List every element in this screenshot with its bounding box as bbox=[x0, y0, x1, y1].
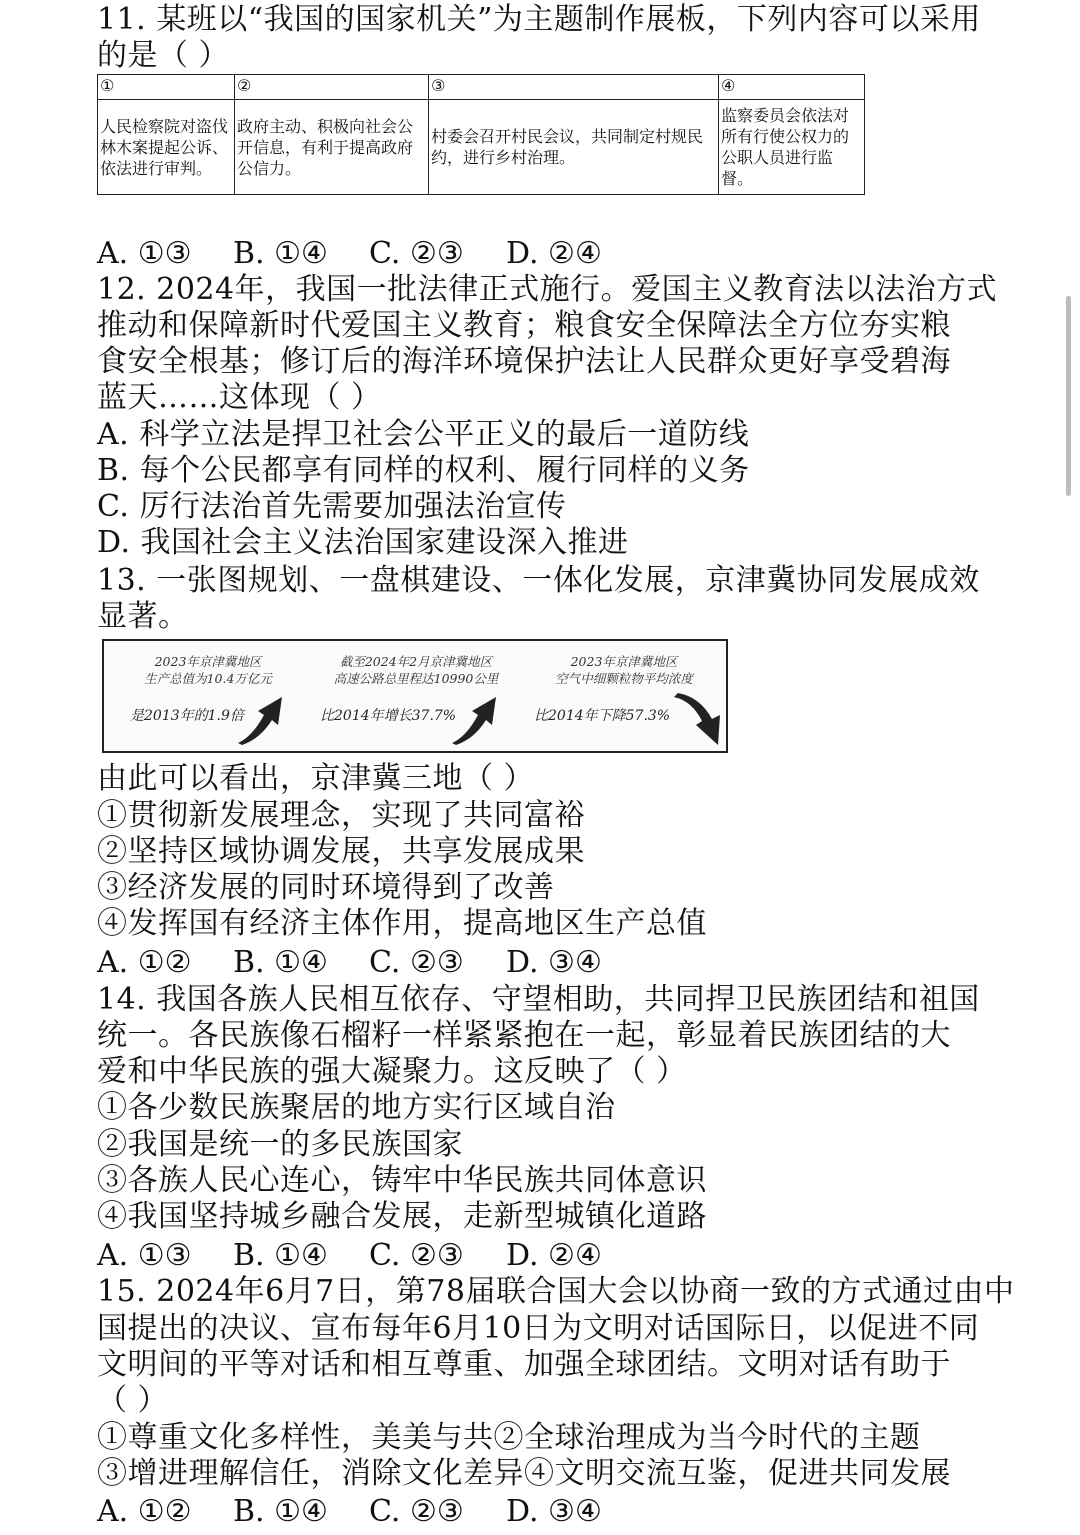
panel-gdp-title-line1: 2023年京津冀地区 bbox=[154, 654, 262, 669]
up-arrow-icon bbox=[234, 693, 290, 747]
q14-statement-4: ④我国坚持城乡融合发展，走新型城镇化道路 bbox=[97, 1199, 707, 1234]
q14-stem-line3: 爱和中华民族的强大凝聚力。这反映了（ ） bbox=[97, 1054, 687, 1089]
q12-option-d[interactable]: D. 我国社会主义法治国家建设深入推进 bbox=[97, 525, 629, 560]
q13-option-a[interactable]: A. ①② bbox=[97, 945, 192, 980]
q13-lead: 由此可以看出，京津冀三地（ ） bbox=[97, 761, 535, 796]
q13-option-b[interactable]: B. ①④ bbox=[233, 945, 328, 980]
q12-option-a[interactable]: A. 科学立法是捍卫社会公平正义的最后一道防线 bbox=[97, 417, 750, 452]
q14-stem-line2: 统一。各民族像石榴籽一样紧紧抱在一起，彰显着民族团结的大 bbox=[97, 1018, 951, 1053]
q11-option-c[interactable]: C. ②③ bbox=[369, 236, 464, 271]
q11-table-cell-2: 政府主动、积极向社会公开信息，有利于提高政府公信力。 bbox=[235, 100, 429, 195]
q15-option-a[interactable]: A. ①② bbox=[97, 1494, 192, 1529]
q13-statement-2: ②坚持区域协调发展，共享发展成果 bbox=[97, 834, 585, 869]
q14-option-d[interactable]: D. ②④ bbox=[506, 1238, 602, 1273]
q11-option-b[interactable]: B. ①④ bbox=[233, 236, 328, 271]
q12-stem-line3: 食安全根基；修订后的海洋环境保护法让人民群众更好享受碧海 bbox=[97, 344, 951, 379]
q15-option-d[interactable]: D. ③④ bbox=[506, 1494, 602, 1529]
q13-stem-line1: 13. 一张图规划、一盘棋建设、一体化发展，京津冀协同发展成效 bbox=[97, 563, 980, 598]
q12-stem-line1: 12. 2024年，我国一批法律正式施行。爱国主义教育法以法治方式 bbox=[97, 272, 998, 307]
q14-statement-1: ①各少数民族聚居的地方实行区域自治 bbox=[97, 1090, 616, 1125]
q11-table-header-1: ① bbox=[98, 75, 235, 100]
q15-stem-line3: 文明间的平等对话和相互尊重、加强全球团结。文明对话有助于 bbox=[97, 1347, 951, 1382]
q11-stem-line1: 11. 某班以“我国的国家机关”为主题制作展板，下列内容可以采用 bbox=[97, 2, 981, 37]
infographic-panel-air bbox=[520, 641, 728, 751]
infographic-panel-highway bbox=[312, 641, 520, 751]
q11-table-header-4: ④ bbox=[719, 75, 865, 100]
q11-table-cell-4: 监察委员会依法对所有行使公权力的公职人员进行监督。 bbox=[719, 100, 865, 195]
q13-infographic bbox=[102, 639, 728, 753]
q13-option-c[interactable]: C. ②③ bbox=[369, 945, 464, 980]
panel-air-title-line1: 2023年京津冀地区 bbox=[570, 654, 678, 669]
panel-air-title-line2: 空气中细颗粒物平均浓度 bbox=[555, 671, 693, 686]
q15-options bbox=[97, 1494, 602, 1530]
q14-option-b[interactable]: B. ①④ bbox=[233, 1238, 328, 1273]
q11-stem-line2: 的是（ ） bbox=[97, 38, 230, 73]
up-arrow-icon bbox=[448, 693, 504, 747]
infographic-panel-gdp bbox=[104, 641, 312, 751]
q11-table-cell-3: 村委会召开村民会议，共同制定村规民约，进行乡村治理。 bbox=[429, 100, 719, 195]
panel-air-stat: 比2014年下降57.3% bbox=[534, 708, 671, 724]
q13-statement-1: ①贯彻新发展理念，实现了共同富裕 bbox=[97, 798, 585, 833]
q11-option-d[interactable]: D. ②④ bbox=[506, 236, 602, 271]
q13-options bbox=[97, 945, 602, 981]
q15-stem-line2: 国提出的决议、宣布每年6月10日为文明对话国际日，以促进不同 bbox=[97, 1311, 980, 1346]
q15-statement-1: ①尊重文化多样性，美美与共②全球治理成为当今时代的主题 bbox=[97, 1420, 921, 1455]
q13-statement-3: ③经济发展的同时环境得到了改善 bbox=[97, 870, 555, 905]
q14-option-c[interactable]: C. ②③ bbox=[369, 1238, 464, 1273]
q15-statement-2: ③增进理解信任，消除文化差异④文明交流互鉴，促进共同发展 bbox=[97, 1456, 951, 1491]
q11-table-header-3: ③ bbox=[429, 75, 719, 100]
q11-table-cell-1: 人民检察院对盗伐林木案提起公诉、依法进行审判。 bbox=[98, 100, 235, 195]
q15-stem-line1: 15. 2024年6月7日，第78届联合国大会以协商一致的方式通过由中 bbox=[97, 1274, 1015, 1309]
q12-option-b[interactable]: B. 每个公民都享有同样的权利、履行同样的义务 bbox=[97, 453, 750, 488]
vertical-scrollbar[interactable] bbox=[1066, 296, 1071, 496]
q15-stem-line4: （ ） bbox=[97, 1383, 169, 1418]
panel-highway-title-line1: 截至2024年2月京津冀地区 bbox=[339, 654, 493, 669]
q14-statement-2: ②我国是统一的多民族国家 bbox=[97, 1127, 463, 1162]
q11-option-a[interactable]: A. ①③ bbox=[97, 236, 192, 271]
q14-stem-line1: 14. 我国各族人民相互依存、守望相助，共同捍卫民族团结和祖国 bbox=[97, 982, 980, 1017]
panel-gdp-title-line2: 生产总值为10.4万亿元 bbox=[144, 671, 272, 686]
q13-statement-4: ④发挥国有经济主体作用，提高地区生产总值 bbox=[97, 906, 707, 941]
q14-statement-3: ③各族人民心连心，铸牢中华民族共同体意识 bbox=[97, 1163, 707, 1198]
panel-highway-title-line2: 高速公路总里程达10990公里 bbox=[333, 671, 499, 686]
q11-table-header-2: ② bbox=[235, 75, 429, 100]
q15-option-b[interactable]: B. ①④ bbox=[233, 1494, 328, 1529]
q13-option-d[interactable]: D. ③④ bbox=[506, 945, 602, 980]
q11-table bbox=[97, 74, 865, 195]
q12-stem-line2: 推动和保障新时代爱国主义教育；粮食安全保障法全方位夯实粮 bbox=[97, 308, 951, 343]
q13-stem-line2: 显著。 bbox=[97, 599, 189, 634]
panel-highway-stat: 比2014年增长37.7% bbox=[320, 708, 457, 724]
q14-option-a[interactable]: A. ①③ bbox=[97, 1238, 192, 1273]
q14-options bbox=[97, 1238, 602, 1274]
down-arrow-icon bbox=[670, 691, 726, 749]
panel-gdp-stat: 是2013年的1.9倍 bbox=[130, 708, 244, 724]
q12-stem-line4: 蓝天……这体现（ ） bbox=[97, 380, 382, 415]
q15-option-c[interactable]: C. ②③ bbox=[369, 1494, 464, 1529]
q11-options bbox=[97, 236, 602, 272]
q12-option-c[interactable]: C. 厉行法治首先需要加强法治宣传 bbox=[97, 489, 567, 524]
